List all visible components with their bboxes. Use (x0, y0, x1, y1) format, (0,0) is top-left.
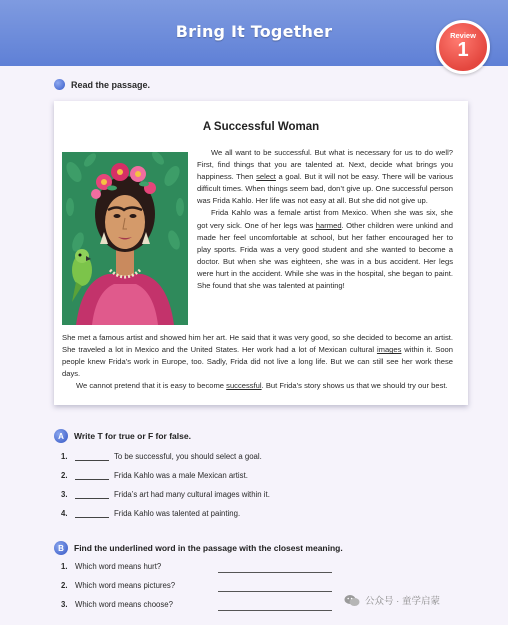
paragraph-2-text-wide: She met a famous artist and showed him her art. He said that it was very good, so she decided to become an artist. She traveled a lot in Mexico and the United States. Her work had a lot of Mexican cultural (62, 333, 453, 355)
item-text: Which word means choose? (75, 600, 173, 609)
answer-line-3[interactable] (218, 610, 332, 611)
section-b-badge: B (54, 541, 68, 555)
paragraph-1 (197, 147, 453, 207)
section-b-item-3 (61, 600, 173, 609)
section-a-item-3 (61, 490, 270, 499)
header-banner (0, 0, 508, 66)
paragraph-2 (197, 207, 453, 292)
passage-panel (54, 101, 468, 405)
instruction-text: Read the passage. (71, 79, 151, 90)
item-text: Frida’s art had many cultural images within it. (114, 490, 270, 499)
item-number: 1. (61, 562, 68, 571)
read-instruction (54, 79, 150, 90)
paragraph-3-text-cont: . But Frida’s story shows us that we should try our best. (261, 381, 448, 391)
paragraph-2-continued (62, 332, 453, 380)
section-a-title: Write T for true or F for false. (74, 431, 191, 441)
section-b-title: Find the underlined word in the passage with the closest meaning. (74, 543, 343, 553)
section-a-item-4 (61, 509, 240, 518)
passage-title: A Successful Woman (202, 121, 320, 133)
paragraph-1-text-cont: a goal. But it will not be easy. There will be various difficult times. When things seem bad, don’t give up. One successful person was Frida Kahlo. Her life was not easy at all. But she did not give up. (197, 172, 453, 206)
passage-text-bottom (62, 332, 453, 392)
underlined-word-select: select (256, 172, 276, 182)
section-a-badge: A (54, 429, 68, 443)
item-text: Which word means hurt? (75, 562, 162, 571)
frida-kahlo-portrait (62, 152, 188, 325)
section-a-item-1 (61, 452, 262, 461)
paragraph-2-text-wide-cont: within it. Soon people knew Frida’s work in Europe, too. Sadly, Frida did not live a long life. But we can still see her work these days. (62, 345, 453, 379)
item-text: Frida Kahlo was talented at painting. (114, 509, 241, 518)
item-number: 1. (61, 452, 68, 461)
item-number: 2. (61, 471, 68, 480)
paragraph-3 (62, 380, 453, 392)
portrait-illustration-icon (62, 152, 188, 325)
answer-line-1[interactable] (218, 572, 332, 573)
section-a-item-2 (61, 471, 248, 480)
review-number: 1 (457, 39, 469, 61)
underlined-word-successful: successful (226, 381, 262, 391)
item-number: 3. (61, 490, 68, 499)
paragraph-2-text: Frida Kahlo was a female artist from Mexico. When she was six, she got very sick. One of her legs was (197, 208, 453, 230)
item-number: 3. (61, 600, 68, 609)
paragraph-3-text: We cannot pretend that it is easy to become (76, 381, 227, 391)
underlined-word-harmed: harmed (315, 220, 342, 230)
section-a-header (54, 429, 191, 443)
section-b-header (54, 541, 343, 555)
wechat-watermark (344, 591, 440, 609)
answer-blank[interactable] (75, 471, 109, 480)
page-title: Bring It Together (175, 22, 333, 41)
section-b-item-1 (61, 562, 161, 571)
item-text: To be successful, you should select a goal. (114, 452, 262, 461)
item-text: Which word means pictures? (75, 581, 176, 590)
underlined-word-images: images (376, 345, 402, 355)
item-number: 2. (61, 581, 68, 590)
review-label: Review (450, 31, 476, 40)
paragraph-2-text-cont: . Other children were unkind and made her feel uncomfortable at school, but her father encouraged her to play sports. Frida was a very good student and she wanted to become a doctor. But when she was eighteen, she was in a bus accident. Her legs were hurt in the accident. While she was in the hospital, she began to paint. She found that she was talented at painting! (197, 220, 453, 291)
answer-line-2[interactable] (218, 591, 332, 592)
item-number: 4. (61, 509, 68, 518)
review-badge (436, 20, 490, 74)
paragraph-1-text: We all want to be successful. But what is necessary for us to do well? First, find things that you are talented at. Next, decide what brings you happiness. Then (197, 148, 453, 182)
wechat-logo-icon (344, 594, 360, 607)
watermark-text: 公众号 · 童学启蒙 (365, 596, 440, 607)
answer-blank[interactable] (75, 509, 109, 518)
passage-text-top (197, 147, 453, 292)
section-b-item-2 (61, 581, 175, 590)
item-text: Frida Kahlo was a male Mexican artist. (114, 471, 248, 480)
answer-blank[interactable] (75, 490, 109, 499)
bullet-dot-icon (54, 79, 65, 90)
answer-blank[interactable] (75, 452, 109, 461)
